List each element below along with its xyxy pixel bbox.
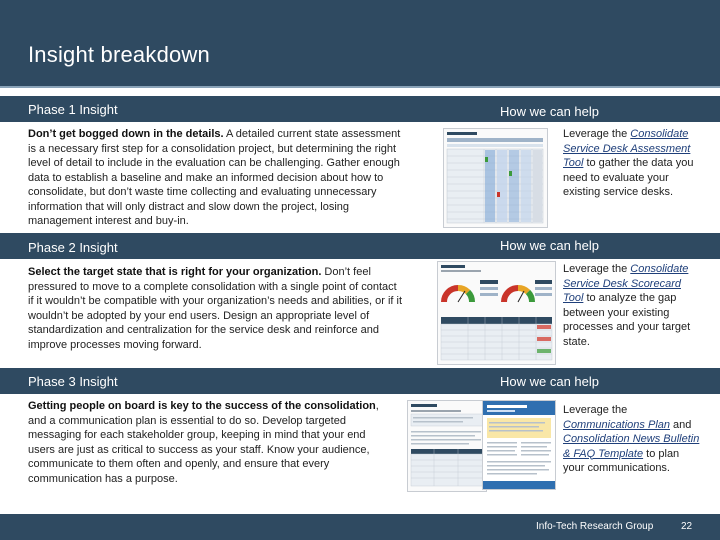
phase-3-lead: Getting people on board is key to the success of the consolidation xyxy=(28,400,376,412)
phase-2-help-post: to analyze the gap between your existing processes and your target state. xyxy=(563,292,691,348)
footer-bar xyxy=(0,514,720,540)
scorecard-tool-link[interactable]: Consolidate Service Desk Scorecard Tool xyxy=(563,263,689,304)
scorecard-tool-thumbnail xyxy=(437,261,556,365)
news-bulletin-thumbnail xyxy=(482,400,556,490)
news-bulletin-faq-link[interactable]: Consolidation News Bulletin & FAQ Template xyxy=(563,433,700,460)
page-number: 22 xyxy=(681,521,693,532)
phase-1-label: Phase 1 Insight xyxy=(28,102,118,117)
phase-3-text xyxy=(28,399,393,486)
phase-2-lead: Select the target state that is right for your organization. xyxy=(28,266,322,278)
phase-1-help xyxy=(563,127,703,200)
phase-1-band xyxy=(0,96,720,122)
phase-3-band xyxy=(0,368,720,394)
phase-2-body: Don’t feel pressured to move to a complete consolidation with a single point of contact if it wouldn’t be compatible with your organization’s needs and abilities, or if it wouldn’t be adopted by your end users. Design an appropriate level of standardization and centralization for the service desk and reinforce and improve processes moving forward. xyxy=(28,266,402,351)
phase-2-help-pre: Leverage the xyxy=(563,263,631,275)
assessment-tool-link[interactable]: Consolidate Service Desk Assessment Tool xyxy=(563,128,691,169)
phase-3-help-label: How we can help xyxy=(500,374,599,389)
phase-3-help-post: to plan your communications. xyxy=(563,447,680,474)
phase-1-body: A detailed current state assessment is a necessary first step for a consolidation project, but determining the right level of detail to include in the evaluation can be challenging. Gather enough data to establish a baseline and make an informed decision about how to consolidate, but don’t waste time collecting and evaluating unnecessary information that will only distract and slow down the project, losing management interest and buy-in. xyxy=(28,128,401,227)
communications-plan-link[interactable]: Communications Plan xyxy=(563,418,670,431)
communications-plan-thumbnail xyxy=(407,400,487,492)
phase-1-help-label: How we can help xyxy=(500,104,599,119)
footer-org: Info-Tech Research Group xyxy=(536,521,654,532)
phase-3-help-pre: Leverage the xyxy=(563,404,628,416)
phase-1-lead: Don’t get bogged down in the details. xyxy=(28,128,224,140)
phase-3-label: Phase 3 Insight xyxy=(28,374,118,389)
phase-3-help xyxy=(563,403,703,476)
phase-2-text xyxy=(28,265,403,352)
title-divider xyxy=(0,86,720,88)
page-title: Insight breakdown xyxy=(28,42,210,67)
phase-2-help-label: How we can help xyxy=(500,238,599,253)
phase-1-text xyxy=(28,127,408,229)
phase-2-label: Phase 2 Insight xyxy=(28,240,118,255)
phase-3-help-mid: and xyxy=(670,418,692,431)
phase-2-help xyxy=(563,262,703,349)
phase-3-body: , and a communication plan is essential to do so. Develop targeted messaging for each stakeholder group, keeping in mind that your end users are just as critical to success as your staff. Know your audience, communicate to them often and openly, and ensure that every communication has a purpose. xyxy=(28,400,379,485)
phase-1-help-post: to gather the data you need to evaluate your existing service desks. xyxy=(563,157,694,198)
phase-1-help-pre: Leverage the xyxy=(563,128,631,140)
title-bar xyxy=(0,0,720,86)
assessment-tool-thumbnail xyxy=(443,128,548,228)
phase-2-band xyxy=(0,233,720,259)
